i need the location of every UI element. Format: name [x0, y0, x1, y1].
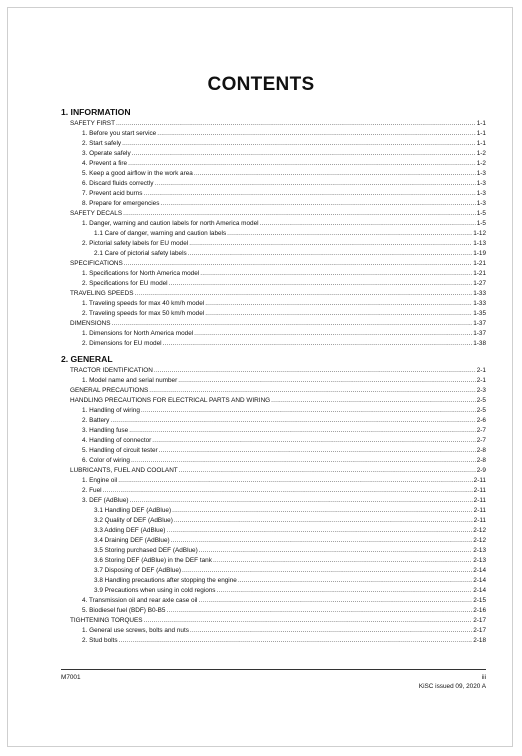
toc-subentry[interactable]	[61, 219, 486, 229]
toc-entry-title: GENERAL PRECAUTIONS	[70, 387, 149, 394]
toc-entry-page: 1-19	[473, 250, 486, 257]
toc-entry-title: 2. Traveling speeds for max 50 km/h model	[82, 310, 205, 317]
toc-entry-page: 2-5	[476, 397, 486, 404]
toc-subentry[interactable]	[61, 456, 486, 466]
toc-subentry[interactable]	[61, 376, 486, 386]
dot-leader	[194, 169, 476, 179]
toc-subentry[interactable]	[61, 139, 486, 149]
dot-leader	[128, 159, 476, 169]
toc-entry-title: 1.1 Care of danger, warning and caution labels	[94, 230, 227, 237]
toc-topic-entry[interactable]	[61, 259, 486, 269]
toc-subentry[interactable]	[61, 169, 486, 179]
toc-subentry[interactable]	[61, 596, 486, 606]
toc-entry-title: 1. General use screws, bolts and nuts	[82, 627, 189, 634]
toc-subentry[interactable]	[61, 199, 486, 209]
dot-leader	[213, 556, 472, 566]
toc-topic-entry[interactable]	[61, 289, 486, 299]
toc-entry-page: 1-33	[473, 300, 486, 307]
toc-entry-page: 2-16	[473, 607, 486, 614]
toc-subentry[interactable]	[61, 506, 486, 516]
toc-topic-entry[interactable]	[61, 209, 486, 219]
toc-subentry[interactable]	[61, 339, 486, 349]
toc-entry-title: 2. Start safely	[82, 140, 122, 147]
toc-entry-title: 3.1 Handling DEF (AdBlue)	[94, 507, 172, 514]
toc-subentry[interactable]	[61, 536, 486, 546]
toc-entry-title: 3. Handling fuse	[82, 427, 129, 434]
toc-subentry[interactable]	[61, 239, 486, 249]
toc-entry-title: TRAVELING SPEEDS	[70, 290, 134, 297]
toc-entry-title: DIMENSIONS	[70, 320, 111, 327]
toc-subentry[interactable]	[61, 279, 486, 289]
toc-entry-page: 2-12	[473, 537, 486, 544]
dot-leader	[271, 396, 476, 406]
toc-entry-page: 1-35	[473, 310, 486, 317]
toc-entry-page: 2-14	[473, 567, 486, 574]
toc-entry-title: 5. Keep a good airflow in the work area	[82, 170, 193, 177]
toc-entry-page: 2-17	[473, 627, 486, 634]
toc-entry-title: 2. Battery	[82, 417, 110, 424]
toc-subentry[interactable]	[61, 496, 486, 506]
toc-entry-page: 1-3	[476, 180, 486, 187]
footer-doc-code: M7001	[61, 674, 81, 681]
dot-leader	[163, 339, 473, 349]
dot-leader	[171, 536, 473, 546]
dot-leader	[154, 366, 476, 376]
toc-entry-page: 1-5	[476, 220, 486, 227]
toc-subentry[interactable]	[61, 309, 486, 319]
section-heading: 1. INFORMATION	[61, 107, 131, 117]
toc-entry-page: 1-5	[476, 210, 486, 217]
dot-leader	[111, 319, 472, 329]
toc-entry-page: 2-17	[473, 617, 486, 624]
dot-leader	[119, 636, 473, 646]
toc-entry-page: 1-21	[473, 270, 486, 277]
dot-leader	[217, 586, 473, 596]
toc-entry-page: 2-11	[473, 477, 486, 484]
toc-subentry[interactable]	[61, 189, 486, 199]
dot-leader	[123, 209, 476, 219]
toc-entry-page: 1-33	[473, 290, 486, 297]
toc-subentry[interactable]	[61, 329, 486, 339]
toc-entry-page: 1-27	[473, 280, 486, 287]
toc-entry-page: 2-12	[473, 527, 486, 534]
section-heading: 2. GENERAL	[61, 354, 113, 364]
toc-entry-title: 2.1 Care of pictorial safety labels	[94, 250, 187, 257]
dot-leader	[174, 516, 473, 526]
toc-entry-title: 6. Color of wiring	[82, 457, 130, 464]
toc-subentry[interactable]	[61, 566, 486, 576]
toc-topic-entry[interactable]	[61, 319, 486, 329]
toc-subentry[interactable]	[61, 426, 486, 436]
toc-subentry[interactable]	[61, 476, 486, 486]
toc-entry-title: 1. Traveling speeds for max 40 km/h model	[82, 300, 205, 307]
toc-entry-title: 3. Operate safely	[82, 150, 131, 157]
dot-leader	[198, 596, 472, 606]
toc-subentry[interactable]	[61, 516, 486, 526]
toc-subentry[interactable]	[61, 129, 486, 139]
toc-subentry[interactable]	[61, 576, 486, 586]
toc-subentry[interactable]	[61, 526, 486, 536]
toc-entry-page: 1-37	[473, 330, 486, 337]
dot-leader	[103, 486, 473, 496]
table-of-contents	[61, 105, 486, 646]
dot-leader	[144, 616, 473, 626]
toc-topic-entry[interactable]	[61, 366, 486, 376]
toc-entry-page: 2-1	[476, 377, 486, 384]
toc-entry-title: 4. Prevent a fire	[82, 160, 128, 167]
dot-leader	[130, 496, 473, 506]
toc-entry-page: 1-1	[476, 130, 486, 137]
toc-entry-page: 2-11	[473, 507, 486, 514]
toc-entry-title: 3.7 Disposing of DEF (AdBlue)	[94, 567, 182, 574]
toc-entry-title: 3.6 Storing DEF (AdBlue) in the DEF tank	[94, 557, 212, 564]
dot-leader	[141, 406, 476, 416]
toc-entry-page: 2-5	[476, 407, 486, 414]
dot-leader	[200, 269, 472, 279]
toc-subentry[interactable]	[61, 626, 486, 636]
dot-leader	[160, 199, 475, 209]
toc-entry-page: 2-7	[476, 437, 486, 444]
toc-entry-page: 2-9	[476, 467, 486, 474]
toc-entry-page: 1-2	[476, 150, 486, 157]
toc-entry-page: 2-13	[473, 557, 486, 564]
toc-entry-page: 2-3	[476, 387, 486, 394]
toc-entry-title: 5. Handling of circuit tester	[82, 447, 158, 454]
footer-issue-text: KiSC issued 09, 2020 A	[418, 683, 486, 690]
toc-entry-page: 1-1	[476, 140, 486, 147]
toc-entry-page: 1-2	[476, 160, 486, 167]
toc-entry-page: 2-11	[473, 487, 486, 494]
toc-subentry[interactable]	[61, 149, 486, 159]
toc-entry-page: 2-6	[476, 417, 486, 424]
toc-entry-title: 3.5 Storing purchased DEF (AdBlue)	[94, 547, 198, 554]
dot-leader	[110, 416, 475, 426]
toc-subentry[interactable]	[61, 486, 486, 496]
toc-subentry[interactable]	[61, 406, 486, 416]
toc-subentry[interactable]	[61, 159, 486, 169]
dot-leader	[189, 239, 472, 249]
footer-divider	[61, 669, 486, 670]
toc-entry-title: 3.4 Draining DEF (AdBlue)	[94, 537, 170, 544]
toc-subentry[interactable]	[61, 556, 486, 566]
toc-entry-title: 8. Prepare for emergencies	[82, 200, 160, 207]
toc-entry-page: 2-8	[476, 457, 486, 464]
toc-entry-page: 2-15	[473, 597, 486, 604]
toc-entry-title: TIGHTENING TORQUES	[70, 617, 143, 624]
dot-leader	[116, 119, 476, 129]
toc-entry-title: 1. Handling of wiring	[82, 407, 140, 414]
dot-leader	[157, 129, 476, 139]
dot-leader	[149, 386, 476, 396]
toc-entry-page: 1-3	[476, 170, 486, 177]
toc-entry-page: 1-3	[476, 200, 486, 207]
toc-entry-title: SAFETY FIRST	[70, 120, 115, 127]
dot-leader	[178, 376, 476, 386]
toc-subentry[interactable]	[61, 586, 486, 596]
toc-subentry[interactable]	[61, 179, 486, 189]
footer-page-number: iii	[481, 674, 486, 681]
toc-entry-page: 1-21	[473, 260, 486, 267]
toc-topic-entry[interactable]	[61, 119, 486, 129]
toc-entry-title: 3.3 Adding DEF (AdBlue)	[94, 527, 166, 534]
toc-entry-title: 1. Dimensions for North America model	[82, 330, 194, 337]
toc-entry-title: 1. Specifications for North America model	[82, 270, 200, 277]
toc-entry-title: 3.8 Handling precautions after stopping the engine	[94, 577, 237, 584]
toc-entry-page: 2-1	[476, 367, 486, 374]
toc-entry-title: 5. Biodiesel fuel (BDF) B0-B5	[82, 607, 166, 614]
toc-topic-entry[interactable]	[61, 396, 486, 406]
dot-leader	[122, 139, 476, 149]
toc-entry-title: 3. DEF (AdBlue)	[82, 497, 129, 504]
toc-entry-title: HANDLING PRECAUTIONS FOR ELECTRICAL PARTS AND WIRING	[70, 397, 271, 404]
toc-entry-page: 2-11	[473, 517, 486, 524]
dot-leader	[182, 566, 472, 576]
toc-entry-page: 2-14	[473, 577, 486, 584]
toc-entry-page: 2-7	[476, 427, 486, 434]
dot-leader	[159, 446, 476, 456]
dot-leader	[131, 456, 476, 466]
toc-entry-title: 2. Stud bolts	[82, 637, 118, 644]
dot-leader	[179, 466, 476, 476]
page-title: CONTENTS	[207, 74, 315, 95]
toc-entry-title: 1. Danger, warning and caution labels for north America model	[82, 220, 259, 227]
dot-leader	[188, 249, 472, 259]
toc-entry-title: LUBRICANTS, FUEL AND COOLANT	[70, 467, 178, 474]
toc-subentry[interactable]	[61, 446, 486, 456]
dot-leader	[154, 179, 475, 189]
toc-entry-title: 2. Pictorial safety labels for EU model	[82, 240, 189, 247]
toc-entry-page: 2-18	[473, 637, 486, 644]
toc-entry-title: SAFETY DECALS	[70, 210, 123, 217]
dot-leader	[205, 299, 472, 309]
toc-subentry[interactable]	[61, 636, 486, 646]
dot-leader	[124, 259, 472, 269]
toc-entry-page: 2-13	[473, 547, 486, 554]
dot-leader	[152, 436, 475, 446]
dot-leader	[118, 476, 472, 486]
toc-entry-page: 1-3	[476, 190, 486, 197]
dot-leader	[194, 329, 472, 339]
toc-subentry[interactable]	[61, 299, 486, 309]
toc-entry-page: 1-13	[473, 240, 486, 247]
toc-entry-title: 7. Prevent acid burns	[82, 190, 143, 197]
toc-entry-page: 1-38	[473, 340, 486, 347]
toc-entry-title: 2. Fuel	[82, 487, 102, 494]
toc-entry-page: 1-37	[473, 320, 486, 327]
dot-leader	[260, 219, 476, 229]
toc-entry-title: 4. Transmission oil and rear axle case oil	[82, 597, 198, 604]
dot-leader	[190, 626, 472, 636]
toc-topic-entry[interactable]	[61, 386, 486, 396]
dot-leader	[132, 149, 476, 159]
toc-subentry[interactable]	[61, 606, 486, 616]
dot-leader	[227, 229, 472, 239]
toc-subentry[interactable]	[61, 416, 486, 426]
toc-subentry[interactable]	[61, 249, 486, 259]
toc-entry-title: 2. Specifications for EU model	[82, 280, 168, 287]
dot-leader	[169, 279, 473, 289]
dot-leader	[172, 506, 473, 516]
toc-subentry[interactable]	[61, 436, 486, 446]
dot-leader	[166, 606, 472, 616]
toc-entry-title: 1. Model name and serial number	[82, 377, 178, 384]
toc-entry-title: 2. Dimensions for EU model	[82, 340, 162, 347]
dot-leader	[205, 309, 472, 319]
toc-topic-entry[interactable]	[61, 616, 486, 626]
toc-entry-title: 3.9 Precautions when using in cold regions	[94, 587, 216, 594]
toc-entry-page: 2-8	[476, 447, 486, 454]
toc-topic-entry[interactable]	[61, 466, 486, 476]
toc-entry-title: 1. Before you start service	[82, 130, 157, 137]
toc-entry-title: TRACTOR IDENTIFICATION	[70, 367, 153, 374]
toc-entry-page: 2-14	[473, 587, 486, 594]
dot-leader	[129, 426, 476, 436]
toc-subentry[interactable]	[61, 269, 486, 279]
toc-entry-page: 1-12	[473, 230, 486, 237]
dot-leader	[166, 526, 472, 536]
toc-entry-page: 2-11	[473, 497, 486, 504]
toc-subentry[interactable]	[61, 229, 486, 239]
toc-entry-title: SPECIFICATIONS	[70, 260, 123, 267]
toc-subentry[interactable]	[61, 546, 486, 556]
toc-entry-title: 4. Handling of connector	[82, 437, 152, 444]
toc-entry-page: 1-1	[476, 120, 486, 127]
dot-leader	[143, 189, 475, 199]
toc-entry-title: 1. Engine oil	[82, 477, 118, 484]
dot-leader	[134, 289, 472, 299]
toc-entry-title: 3.2 Quality of DEF (AdBlue)	[94, 517, 173, 524]
toc-entry-title: 6. Discard fluids correctly	[82, 180, 154, 187]
dot-leader	[238, 576, 472, 586]
dot-leader	[199, 546, 472, 556]
